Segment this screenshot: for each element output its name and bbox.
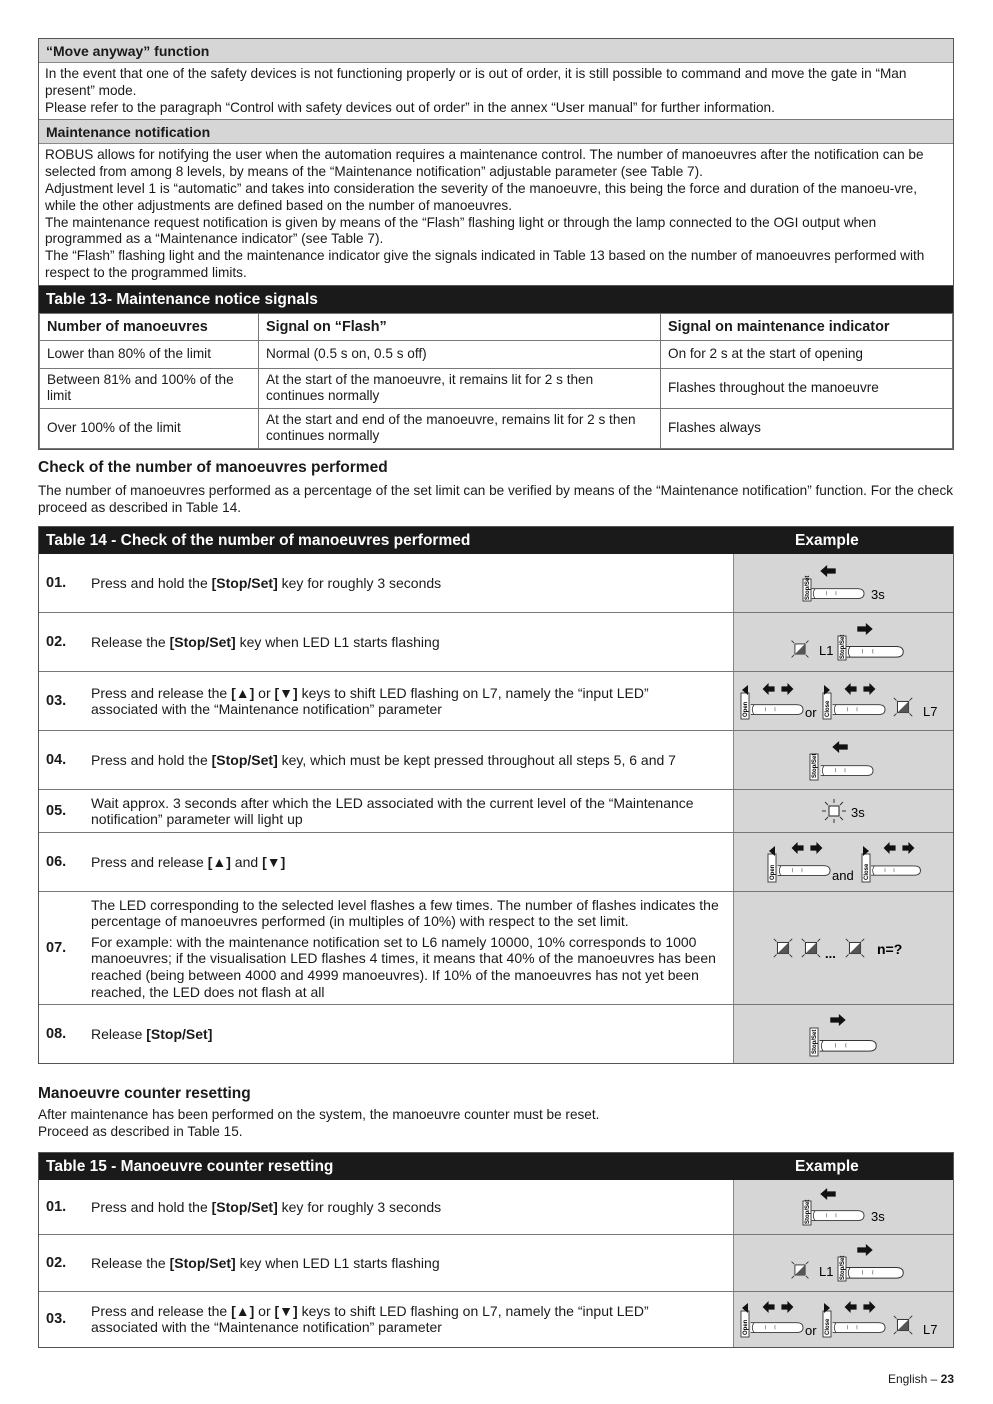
stop-set-release-icon xyxy=(779,1243,909,1283)
step-text: key for roughly 3 seconds xyxy=(277,1198,442,1215)
step-text: For example: with the maintenance notification set to L6 namely 10000, 10% corresponds to 1000 manoeuvres; if the visualisation LED flashes 4 times, it means that 40% of the manoeuvres has been reached (being between 4000 and 4999 manoeuvres). If 10% of the manoeuvres has not yet been reached, the LED does not flash at all xyxy=(91,933,716,1000)
move-anyway-text-1: In the event that one of the safety devices is not functioning properly or is out of order, it is still possible to command and move the gate in “Man present” mode. xyxy=(45,66,907,98)
table-15-step xyxy=(39,1180,953,1234)
open-close-press-icon xyxy=(764,838,924,886)
step-example xyxy=(733,672,953,730)
led-flashing-icon xyxy=(791,641,808,658)
step-key: [Stop/Set] xyxy=(211,752,278,769)
move-anyway-text-2: Please refer to the paragraph “Control with safety devices out of order” in the annex “User manual” for further information. xyxy=(45,99,775,115)
table-13-cell: At the start of the manoeuvre, it remains lit for 2 s then continues normally xyxy=(259,368,661,408)
stop-set-press-icon xyxy=(794,1187,894,1227)
maintenance-text-3: The maintenance request notification is given by means of the “Flash” flashing light or through the lamp connected to the OGI output when programmed as a “Maintenance indicator” (see Table 7). xyxy=(45,214,877,247)
step-example xyxy=(733,554,953,612)
table-13-cell: Lower than 80% of the limit xyxy=(40,340,259,368)
step-text: or xyxy=(254,684,275,701)
step-text: key when LED L1 starts flashing xyxy=(235,1254,440,1271)
step-key: [▼] xyxy=(274,684,298,701)
step-number: 03. xyxy=(46,693,67,710)
step-text: Press and release the xyxy=(91,684,232,701)
step-key: [▲] xyxy=(231,684,255,701)
step-text: keys to shift LED flashing on L7, namely the “input LED” xyxy=(297,1302,649,1319)
step-key: [Stop/Set] xyxy=(146,1026,213,1043)
step-example xyxy=(733,1005,953,1063)
led-label: L1 xyxy=(818,643,833,659)
step-text: associated with the “Maintenance notification” parameter xyxy=(91,1319,442,1336)
maintenance-title: Maintenance notification xyxy=(39,120,953,144)
table-13-cell: Between 81% and 100% of the limit xyxy=(40,368,259,408)
step-number: 05. xyxy=(46,803,67,820)
page-content xyxy=(38,38,954,1348)
table-15 xyxy=(38,1152,954,1180)
step-text: key for roughly 3 seconds xyxy=(277,575,442,592)
step-text: associated with the “Maintenance notification” parameter xyxy=(91,701,442,718)
table-13-cell: Normal (0.5 s on, 0.5 s off) xyxy=(259,340,661,368)
step-key: [Stop/Set] xyxy=(211,1198,278,1215)
step-text: key, which must be kept pressed throughout all steps 5, 6 and 7 xyxy=(277,752,676,769)
open-close-press-icon xyxy=(739,679,949,723)
step-example xyxy=(733,892,953,1004)
table-13 xyxy=(38,286,954,450)
or-label: or xyxy=(804,705,817,721)
step-number: 01. xyxy=(46,1198,67,1215)
page-number: 23 xyxy=(940,1372,954,1386)
step-number: 06. xyxy=(46,854,67,871)
stop-set-label: Stop/Set xyxy=(804,576,811,601)
led-label: L7 xyxy=(922,1322,937,1338)
table-13-cell: Flashes always xyxy=(661,408,953,448)
page-footer xyxy=(888,1372,954,1386)
step-number: 03. xyxy=(46,1311,67,1328)
table-14-title: Table 14 - Check of the number of manoeuvres performed xyxy=(46,532,471,550)
open-close-press-icon xyxy=(739,1297,949,1341)
open-label: Open xyxy=(742,702,749,718)
time-label: 3s xyxy=(870,1208,885,1224)
step-key: [Stop/Set] xyxy=(169,1254,236,1271)
step-example xyxy=(733,1292,953,1347)
close-label: Close xyxy=(824,1319,831,1336)
step-text: keys to shift LED flashing on L7, namely the “input LED” xyxy=(297,684,649,701)
step-number: 04. xyxy=(46,752,67,769)
table-13-header: Signal on “Flash” xyxy=(259,313,661,340)
maintenance-text-2: Adjustment level 1 is “automatic” and takes into consideration the severity of the manoeuvre, this being the force and duration of the manoeu-vre, while the other adjustments are defined based on the number of manoeuvres. xyxy=(45,180,917,213)
step-key: [▼] xyxy=(262,854,286,871)
step-text: key when LED L1 starts flashing xyxy=(235,634,440,651)
table-13-title: Table 13- Maintenance notice signals xyxy=(39,286,953,313)
step-text: Release the xyxy=(91,1254,170,1271)
step-number: 02. xyxy=(46,1254,67,1271)
step-key: [▲] xyxy=(207,854,231,871)
stop-set-label: Stop/Set xyxy=(811,754,818,779)
stop-set-label: Stop/Set xyxy=(804,1199,811,1224)
step-text: and xyxy=(230,854,263,871)
or-label: or xyxy=(804,1323,817,1339)
step-example xyxy=(733,790,953,832)
time-label: 3s xyxy=(850,805,865,821)
table-15-steps xyxy=(38,1180,954,1348)
step-text: Press and release the xyxy=(91,1302,232,1319)
table-13-header: Number of manoeuvres xyxy=(40,313,259,340)
count-label: n=? xyxy=(876,941,902,958)
reset-heading: Manoeuvre counter resetting xyxy=(38,1085,251,1103)
step-key: [▼] xyxy=(274,1302,298,1319)
led-flash-count-icon xyxy=(769,933,919,963)
step-text: Release the xyxy=(91,634,170,651)
open-label: Open xyxy=(742,1320,749,1336)
step-number: 08. xyxy=(46,1026,67,1043)
table-14-step xyxy=(39,789,953,832)
table-15-example-label: Example xyxy=(795,1157,859,1175)
ellipsis-label: ... xyxy=(824,946,836,962)
table-14-step xyxy=(39,730,953,789)
step-example xyxy=(733,613,953,671)
table-14-step xyxy=(39,832,953,891)
table-13-cell: On for 2 s at the start of opening xyxy=(661,340,953,368)
close-label: Close xyxy=(824,701,831,718)
step-text: Press and release xyxy=(91,854,208,871)
step-example xyxy=(733,833,953,891)
step-text: Release xyxy=(91,1026,147,1043)
step-text: Press and hold the xyxy=(91,575,212,592)
step-number: 07. xyxy=(46,940,67,957)
table-13-header: Signal on maintenance indicator xyxy=(661,313,953,340)
table-13-cell: Flashes throughout the manoeuvre xyxy=(661,368,953,408)
step-key: [Stop/Set] xyxy=(169,634,236,651)
check-paragraph: The number of manoeuvres performed as a percentage of the set limit can be verified by means of the “Maintenance notification” function. For the check proceed as described in Table 14. xyxy=(38,482,954,515)
table-14-header xyxy=(39,527,953,554)
step-text: Press and hold the xyxy=(91,752,212,769)
check-heading: Check of the number of manoeuvres performed xyxy=(38,458,388,476)
table-15-header xyxy=(39,1153,953,1180)
step-text: or xyxy=(254,1302,275,1319)
table-15-step xyxy=(39,1291,953,1347)
table-14 xyxy=(38,526,954,554)
table-13-cell: At the start and end of the manoeuvre, remains lit for 2 s then continues normally xyxy=(259,408,661,448)
table-14-step xyxy=(39,1004,953,1063)
time-label: 3s xyxy=(870,587,885,603)
led-label: L7 xyxy=(922,704,937,720)
table-14-step xyxy=(39,671,953,730)
stop-set-press-icon xyxy=(794,563,894,603)
table-14-step xyxy=(39,891,953,1004)
maintenance-text-1: ROBUS allows for notifying the user when the automation requires a maintenance control. The number of manoeuvres after the notification can be selected from among 8 levels, by means of the “Maintenance notification” adjustable parameter (see Table 7). xyxy=(45,147,924,180)
maintenance-text-4: The “Flash” flashing light and the maintenance indicator give the signals indicated in Table 13 based on the number of manoeuvres performed with respect to the programmed limits. xyxy=(45,248,925,280)
close-label: Close xyxy=(863,864,870,881)
step-example xyxy=(733,1235,953,1291)
open-label: Open xyxy=(769,865,776,881)
stop-set-release-icon xyxy=(779,622,909,662)
step-number: 01. xyxy=(46,575,67,592)
led-label: L1 xyxy=(818,1263,833,1279)
table-14-steps xyxy=(38,554,954,1064)
stop-set-label: Stop/Set xyxy=(839,1255,846,1280)
step-number: 02. xyxy=(46,634,67,651)
table-13-cell: Over 100% of the limit xyxy=(40,408,259,448)
table-14-example-label: Example xyxy=(795,532,859,550)
step-key: [▲] xyxy=(231,1302,255,1319)
stop-set-release-icon xyxy=(804,1010,884,1058)
stop-set-label: Stop/Set xyxy=(839,635,846,660)
move-anyway-box xyxy=(38,38,954,286)
table-14-step xyxy=(39,554,953,612)
move-anyway-title: “Move anyway” function xyxy=(39,39,953,63)
step-text: Wait approx. 3 seconds after which the LED associated with the current level of the “Maintenance notification” parameter will light up xyxy=(91,794,694,828)
reset-paragraph-1: After maintenance has been performed on the system, the manoeuvre counter must be reset. xyxy=(38,1107,600,1123)
led-on-icon xyxy=(809,796,879,826)
stop-set-label: Stop/Set xyxy=(811,1030,818,1055)
stop-set-press-icon xyxy=(804,738,884,782)
step-text: The LED corresponding to the selected level flashes a few times. The number of flashes indicates the percentage of manoeuvres performed (in multiples of 10%) with respect to the set limit. xyxy=(91,896,719,930)
table-15-step xyxy=(39,1234,953,1291)
reset-paragraph-2: Proceed as described in Table 15. xyxy=(38,1124,243,1140)
footer-language: English – xyxy=(887,1372,941,1386)
table-15-title: Table 15 - Manoeuvre counter resetting xyxy=(46,1157,334,1175)
table-14-step xyxy=(39,612,953,671)
step-example xyxy=(733,1180,953,1234)
and-label: and xyxy=(831,868,854,884)
step-text: Press and hold the xyxy=(91,1198,212,1215)
step-example xyxy=(733,731,953,789)
step-key: [Stop/Set] xyxy=(211,575,278,592)
